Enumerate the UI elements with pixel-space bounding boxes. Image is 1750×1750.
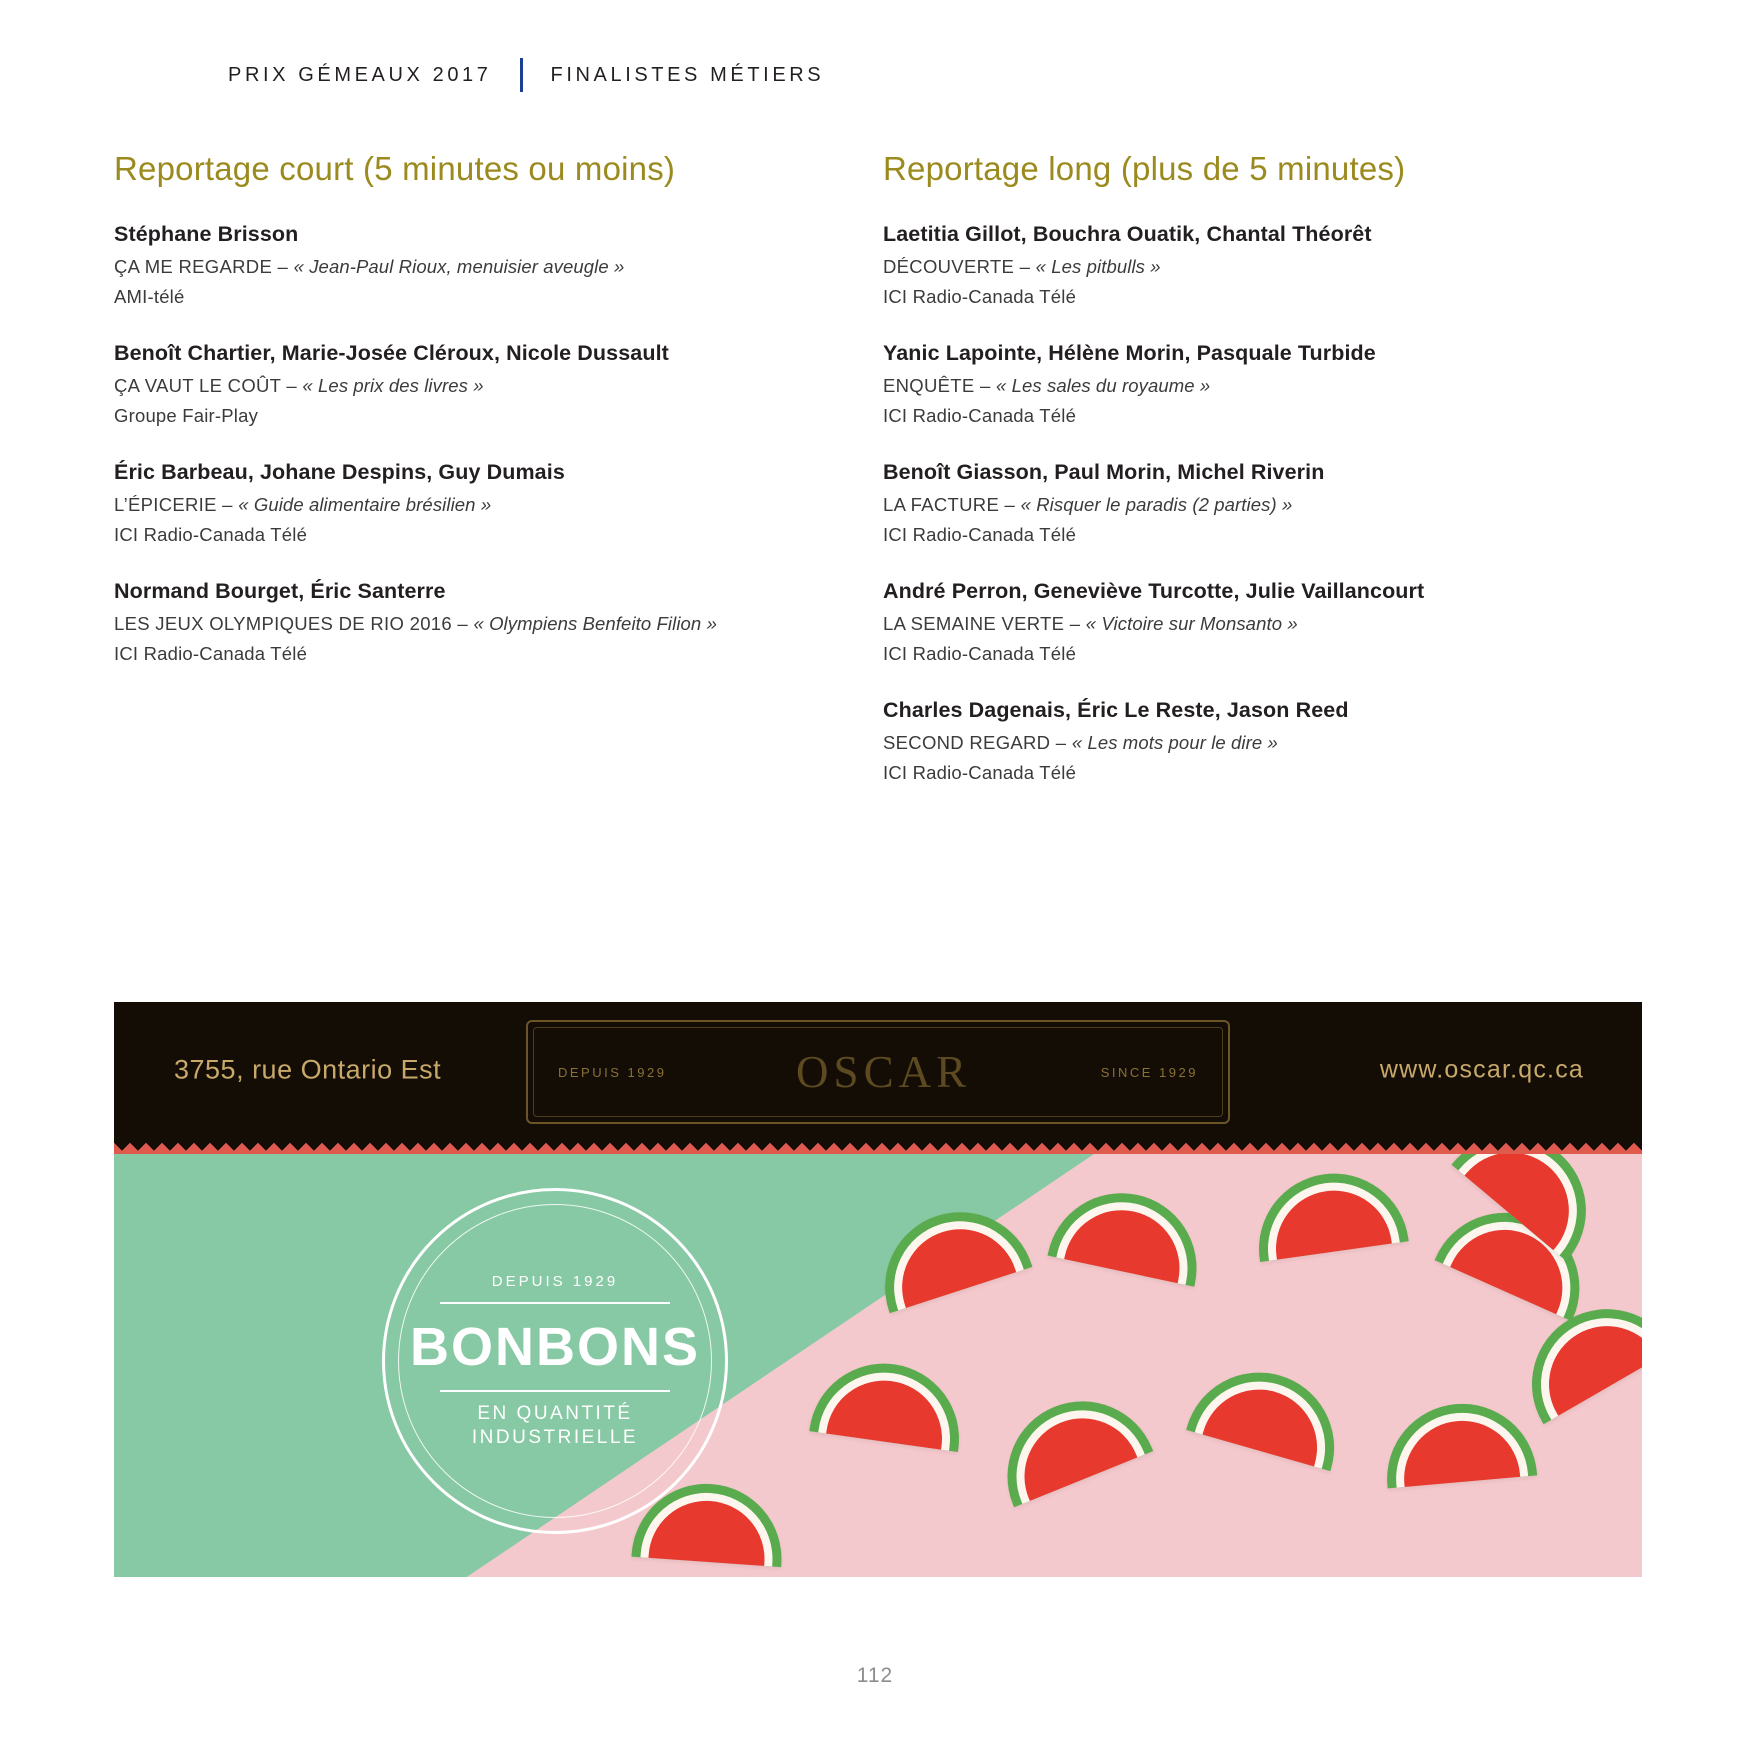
finalist-entry [114, 579, 879, 665]
stamp-sub-line1: EN QUANTITÉ [477, 1402, 633, 1424]
finalist-names: Éric Barbeau, Johane Despins, Guy Dumais [114, 460, 565, 484]
episode-title: « Risquer le paradis (2 parties) » [1020, 494, 1293, 515]
column-reportage-court [114, 150, 879, 784]
stamp-rule-bottom [440, 1390, 670, 1392]
finalist-entry [883, 222, 1644, 308]
stamp-sub-line2: INDUSTRIELLE [471, 1426, 639, 1448]
candy-icon [1381, 1398, 1537, 1489]
ad-since-right: SINCE 1929 [1100, 1064, 1198, 1080]
episode-title: « Les prix des livres » [302, 375, 484, 396]
header-title-left: PRIX GÉMEAUX 2017 [228, 63, 492, 86]
column-reportage-long [879, 150, 1644, 784]
episode-title: « Les sales du royaume » [996, 375, 1211, 396]
finalist-network: Groupe Fair-Play [114, 405, 259, 426]
finalist-names: Normand Bourget, Éric Santerre [114, 579, 446, 603]
show-title: ÇA VAUT LE COÛT – [114, 375, 303, 396]
finalist-show [883, 732, 1644, 754]
finalist-network: ICI Radio-Canada Télé [114, 643, 308, 664]
finalists-columns [114, 150, 1644, 784]
finalist-names: Stéphane Brisson [114, 222, 299, 246]
finalist-entry [883, 698, 1644, 784]
ad-stamp-logo [382, 1188, 728, 1534]
episode-title: « Les mots pour le dire » [1071, 732, 1278, 753]
finalist-entry [114, 341, 879, 427]
candy-icon [1249, 1164, 1408, 1262]
show-title: ENQUÊTE – [883, 375, 996, 396]
episode-title: « Olympiens Benfeito Filion » [473, 613, 717, 634]
stamp-main-text: BONBONS [409, 1316, 700, 1377]
finalist-entry [114, 222, 879, 308]
finalist-names: Yanic Lapointe, Hélène Morin, Pasquale Turbide [883, 341, 1376, 365]
finalist-show [883, 494, 1644, 516]
column-title: Reportage long (plus de 5 minutes) [883, 150, 1406, 187]
show-title: LES JEUX OLYMPIQUES DE RIO 2016 – [114, 613, 474, 634]
finalist-show [114, 256, 879, 278]
show-title: L’ÉPICERIE – [114, 494, 239, 515]
finalist-entry [883, 579, 1644, 665]
ad-photo [114, 1154, 1642, 1577]
show-title: SECOND REGARD – [883, 732, 1072, 753]
finalist-show [114, 494, 879, 516]
finalist-network: ICI Radio-Canada Télé [883, 286, 1077, 307]
page-number: 112 [856, 1664, 894, 1687]
header-divider [520, 58, 523, 92]
show-title: DÉCOUVERTE – [883, 256, 1036, 277]
finalist-network: ICI Radio-Canada Télé [883, 643, 1077, 664]
page-header [228, 58, 824, 92]
show-title: ÇA ME REGARDE – [114, 256, 294, 277]
candy-icon [1186, 1355, 1352, 1471]
column-title: Reportage court (5 minutes ou moins) [114, 150, 676, 187]
finalist-network: ICI Radio-Canada Télé [883, 762, 1077, 783]
finalist-names: Benoît Chartier, Marie-Josée Cléroux, Nicole Dussault [114, 341, 669, 365]
header-title-right: FINALISTES MÉTIERS [550, 63, 825, 86]
finalist-network: ICI Radio-Canada Télé [883, 524, 1077, 545]
advertisement-oscar[interactable] [114, 1002, 1642, 1577]
episode-title: « Victoire sur Monsanto » [1085, 613, 1298, 634]
ad-logo-frame [526, 1020, 1230, 1124]
finalist-names: André Perron, Geneviève Turcotte, Julie Vaillancourt [883, 579, 1425, 603]
finalist-show [114, 613, 879, 635]
show-title: LA FACTURE – [883, 494, 1021, 515]
finalist-network: AMI-télé [114, 286, 185, 307]
stamp-sub-text [472, 1402, 638, 1450]
stamp-rule-top [440, 1302, 670, 1304]
candy-icon [1048, 1179, 1211, 1286]
finalist-names: Charles Dagenais, Éric Le Reste, Jason Reed [883, 698, 1349, 722]
finalist-entry [114, 460, 879, 546]
finalist-show [883, 613, 1644, 635]
finalist-network: ICI Radio-Canada Télé [883, 405, 1077, 426]
ad-brand-name: OSCAR [796, 1047, 972, 1097]
candy-icon [985, 1379, 1153, 1508]
candy-icon [809, 1354, 968, 1452]
finalist-entry [883, 341, 1644, 427]
ad-address: 3755, rue Ontario Est [174, 1054, 442, 1085]
ad-header-bar [114, 1002, 1642, 1138]
episode-title: « Guide alimentaire brésilien » [238, 494, 492, 515]
finalist-network: ICI Radio-Canada Télé [114, 524, 308, 545]
show-title: LA SEMAINE VERTE – [883, 613, 1086, 634]
finalist-show [883, 256, 1644, 278]
ad-logo-inner [558, 1046, 1198, 1098]
finalist-names: Laetitia Gillot, Bouchra Ouatik, Chantal Théorêt [883, 222, 1372, 246]
finalist-entry [883, 460, 1644, 546]
ad-since-left: DEPUIS 1929 [558, 1064, 667, 1080]
episode-title: « Jean-Paul Rioux, menuisier aveugle » [293, 256, 625, 277]
finalist-names: Benoît Giasson, Paul Morin, Michel Riverin [883, 460, 1325, 484]
finalist-show [883, 375, 1644, 397]
ad-zigzag-divider [114, 1138, 1642, 1154]
ad-website-url[interactable]: www.oscar.qc.ca [1379, 1055, 1584, 1084]
episode-title: « Les pitbulls » [1035, 256, 1161, 277]
finalist-show [114, 375, 879, 397]
stamp-depuis-text: DEPUIS 1929 [491, 1272, 619, 1290]
